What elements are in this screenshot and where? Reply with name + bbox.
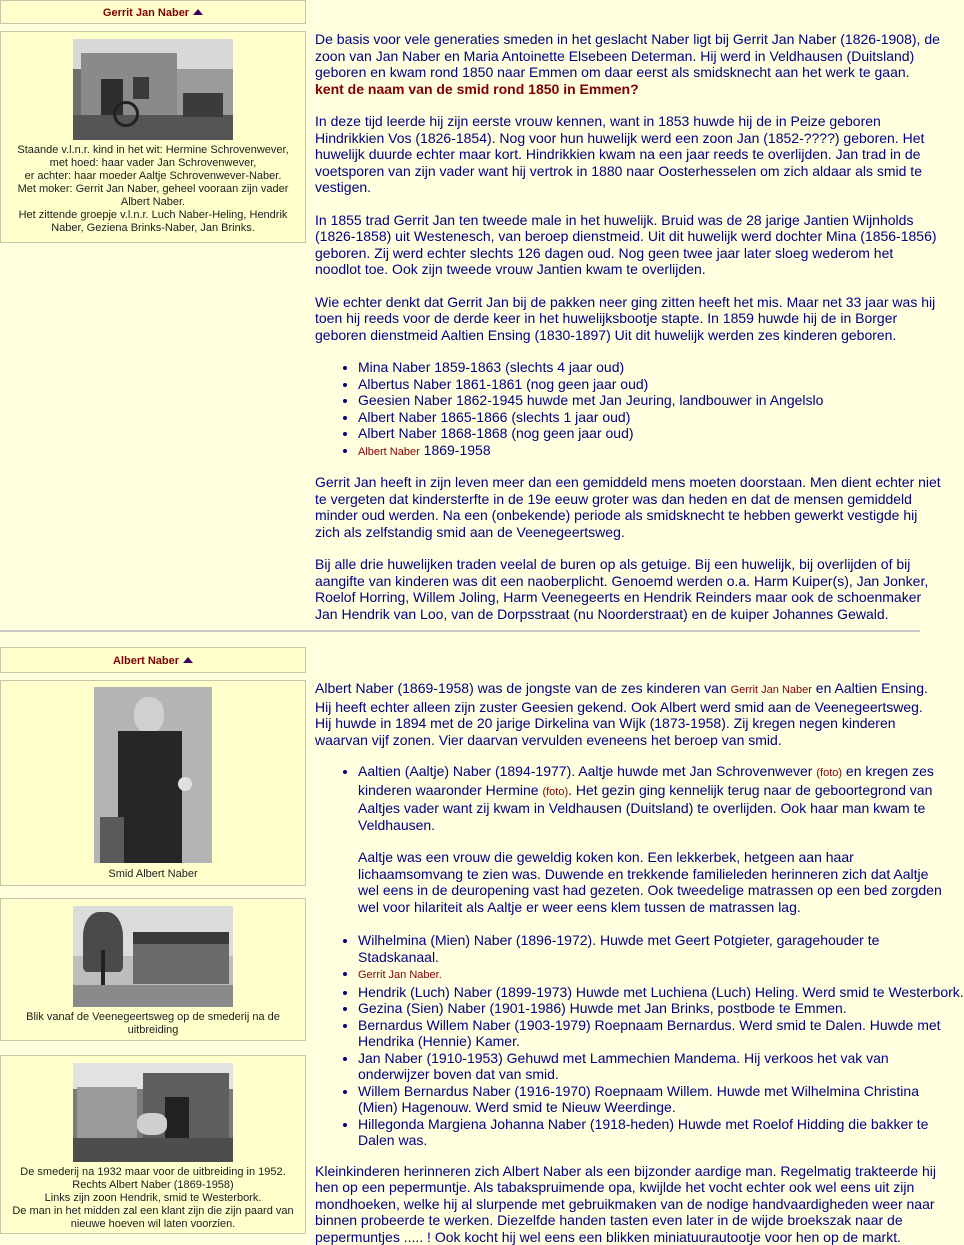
list-item: • Albert Naber 1869-1958 — [358, 442, 955, 461]
back-to-top-icon[interactable] — [193, 9, 203, 15]
back-to-top-icon[interactable] — [183, 657, 193, 663]
list-item: • Albert Naber 1868-1868 (nog geen jaar oud) — [358, 425, 955, 442]
paragraph-albert-intro: Albert Naber (1869-1958) was de jongste van de zes kinderen van Gerrit Jan Naber en Aaltien Ensing. Hij heeft echter alleen zijn zuster Geesien gekend. Ook Albert werd smid aan de Veenegeertsweg. Hij huwde in 1894 met de 20 jarige Dirkelina van Wijk (1873-1958). Zij kregen negen kinderen waarvan vijf zonen. Vier daarvan vervulden eveneens het beroep van smid. — [315, 680, 955, 748]
albert-children-list — [315, 763, 955, 915]
list-item: • Wilhelmina (Mien) Naber (1896-1972). Huwde met Geert Potgieter, garagehouder te Stadskanaal. — [358, 932, 955, 965]
foto-link[interactable]: (foto) — [816, 767, 842, 779]
photo-smederij-group[interactable] — [73, 39, 233, 140]
paragraph-life-summary: Gerrit Jan heeft in zijn leven meer dan een gemiddeld mens moeten doorstaan. Men dient echter niet te vergeten dat kindersterfte in de 19e eeuw groter was dan heden en dat de mensen gemiddeld minder oud werden. Na een (onbekende) periode als smidsknecht te hebben gewerkt vestigde hij zich als zelfstandig smid aan de Veenegeertsweg. — [315, 474, 955, 540]
gerrit-jan-naber-link[interactable]: Gerrit Jan Naber. — [358, 969, 442, 981]
photo-caption: Staande v.l.n.r. kind in het wit: Hermine Schrovenwever, met hoed: haar vader Jan Schrovenwever, er achter: haar moeder Aaltje Schrovenwever-Naber. Met moker: Gerrit Jan Naber, geheel vooraan zijn vader Albert Naber. Het zittende groepje v.l.n.r. Luch Naber-Heling, Hendrik Naber, Geziena Brinks-Naber, Jan Brinks. — [1, 142, 305, 235]
children-list — [315, 359, 955, 460]
section-header-gerrit-jan-naber — [0, 0, 306, 24]
paragraph-witnesses: Bij alle drie huwelijken traden veelal de buren op als getuige. Bij een huwelijk, bij overlijden of bij aangifte van kinderen was dit een naoberplicht. Genoemd werden o.a. Harm Kuiper(s), Jan Jonker, Roelof Horring, Willem Joling, Harm Veenegeerts en Hendrik Reinders maar ook de schoenmaker Jan Hendrik van Loo, van de Dorpsstraat (nu Noorderstraat) en de kuiper Johannes Gewald. — [315, 556, 955, 622]
photo-caption: Smid Albert Naber — [1, 866, 305, 881]
list-item: • Mina Naber 1859-1863 (slechts 4 jaar oud) — [358, 359, 955, 376]
list-item: • Hendrik (Luch) Naber (1899-1973) Huwde met Luchiena (Luch) Heling. Werd smid te Westerbork. — [358, 984, 955, 1001]
paragraph-grandchildren: Kleinkinderen herinneren zich Albert Naber als een bijzonder aardige man. Regelmatig trakteerde hij hen op een pepermuntje. Als tabakspruimende opa, kwijlde het vocht echter ook wel eens uit zijn mondhoeken, welke hij al slurpende met gebruikmaken van de nodige handvaardigheden weer naar binnen probeerde te werken. Diezelfde handen tasten even later in de wijde broekszak naar de pepermuntjes ..... ! Ook kocht hij wel eens een blikken miniatuurautootje voor hen op de markt. — [315, 1163, 955, 1245]
list-item: • Albertus Naber 1861-1861 (nog geen jaar oud) — [358, 376, 955, 393]
foto-link[interactable]: (foto) — [542, 786, 568, 798]
question-highlight: kent de naam van de smid rond 1850 in Emmen? — [315, 81, 639, 97]
list-item — [358, 965, 955, 984]
section-divider — [0, 630, 920, 632]
list-item: • Geesien Naber 1862-1945 huwde met Jan Jeuring, landbouwer in Angelslo — [358, 392, 955, 409]
photo-panel-smederij-group — [0, 31, 306, 243]
photo-smederij-1932[interactable] — [73, 1063, 233, 1162]
list-item: • Jan Naber (1910-1953) Gehuwd met Lammechien Mandema. Hij verkoos het vak van onderwijzer boven dat van smid. — [358, 1050, 955, 1083]
photo-caption: Blik vanaf de Veenegeertsweg op de smederij na de uitbreiding — [1, 1009, 305, 1037]
paragraph-third-marriage: Wie echter denkt dat Gerrit Jan bij de pakken neer ging zitten heeft het mis. Maar net 33 jaar was hij toen hij reeds voor de derde keer in het huwelijksbootje stapte. In 1859 huwde hij de in Borger geboren dienstmeid Aaltien Ensing (1830-1897) Uit dit huwelijk werden zes kinderen geboren. — [315, 294, 955, 344]
photo-panel-smederij-uitbreiding — [0, 898, 306, 1041]
section-title: Albert Naber — [113, 655, 179, 667]
list-item: • Albert Naber 1865-1866 (slechts 1 jaar oud) — [358, 409, 955, 426]
section2-content — [315, 680, 955, 1245]
paragraph-first-marriage: In deze tijd leerde hij zijn eerste vrouw kennen, want in 1853 huwde hij de in Peize geboren Hindrikkien Vos (1826-1854). Nog voor hun huwelijk werd een zoon Jan (1852-????) geboren. Het huwelijk duurde echter maar kort. Hindrikkien kwam na een jaar reeds te overlijden. Jan trad in de voetsporen van zijn vader want hij vertrok in 1880 naar Oosterhesselen om zich aldaar als smid te vestigen. — [315, 113, 955, 196]
paragraph-intro: De basis voor vele generaties smeden in het geslacht Naber ligt bij Gerrit Jan Naber (1826-1908), de zoon van Jan Naber en Maria Antoinette Elsebeen Determan. Hij werd in Veldhausen (Duitsland) geboren en kwam rond 1850 naar Emmen om daar eerst als smidsknecht aan het werk te gaan. kent de naam van de smid rond 1850 in Emmen? — [315, 31, 955, 97]
photo-panel-smederij-1932 — [0, 1055, 306, 1234]
albert-naber-link[interactable]: Albert Naber — [358, 446, 420, 458]
list-item: • Bernardus Willem Naber (1903-1979) Roepnaam Bernardus. Werd smid te Dalen. Huwde met Hendrika (Hennie) Kamer. — [358, 1017, 955, 1050]
photo-smid-albert-naber[interactable] — [94, 687, 212, 863]
section1-content — [315, 31, 955, 622]
section-title: Gerrit Jan Naber — [103, 7, 189, 19]
list-item: • Willem Bernardus Naber (1916-1970) Roepnaam Willem. Huwde met Wilhelmina Christina (Mien) Hagenouw. Werd smid te Nieuw Weerdinge. — [358, 1083, 955, 1116]
list-item-aaltje: • Aaltien (Aaltje) Naber (1894-1977). Aaltje huwde met Jan Schrovenwever (foto) en kregen zes kinderen waaronder Hermine (foto). Het gezin ging kennelijk terug naar de geboortegrond van Aaltjes vader want zij kwam in Veldhausen (Duitsland) te overlijden. Ook haar man kwam te Veldhausen. Aaltje was een vrouw die geweldig koken kon. Een lekkerbek, hetgeen aan haar lichaamsomvang te zien was. Duwende en trekkende familieleden herinneren zich dat Aaltje wel eens in de deuropening vast had gezeten. Ook tweedelige matrassen op een bed zorgden wel voor hilariteit als Aaltje er weer eens klem tussen de matrassen lag. — [358, 763, 955, 915]
list-item: • Hillegonda Margiena Johanna Naber (1918-heden) Huwde met Roelof Hidding die bakker te Dalen was. — [358, 1116, 955, 1149]
list-item: • Gezina (Sien) Naber (1901-1986) Huwde met Jan Brinks, postbode te Emmen. — [358, 1000, 955, 1017]
photo-caption: De smederij na 1932 maar voor de uitbreiding in 1952. Rechts Albert Naber (1869-1958) Links zijn zoon Hendrik, smid te Westerbork. De man in het midden zal een klant zijn die zijn paard van nieuwe hoeven wil laten voorzien. — [1, 1164, 305, 1231]
section-header-albert-naber — [0, 647, 306, 673]
albert-children-list-continued — [315, 932, 955, 1149]
paragraph-second-marriage: In 1855 trad Gerrit Jan ten tweede male in het huwelijk. Bruid was de 28 jarige Jantien Wijnholds (1826-1858) uit Westenesch, van beroep dienstmeid. Uit dit huwelijk werd dochter Mina (1856-1856) geboren. Zij werd echter slechts 126 dagen oud. Nog geen twee jaar later sloeg wederom het noodlot toe. Ook zijn tweede vrouw Jantien kwam te overlijden. — [315, 212, 955, 278]
photo-smederij-uitbreiding[interactable] — [73, 906, 233, 1007]
gerrit-jan-naber-link[interactable]: Gerrit Jan Naber — [731, 684, 812, 696]
photo-panel-smid-albert — [0, 680, 306, 886]
